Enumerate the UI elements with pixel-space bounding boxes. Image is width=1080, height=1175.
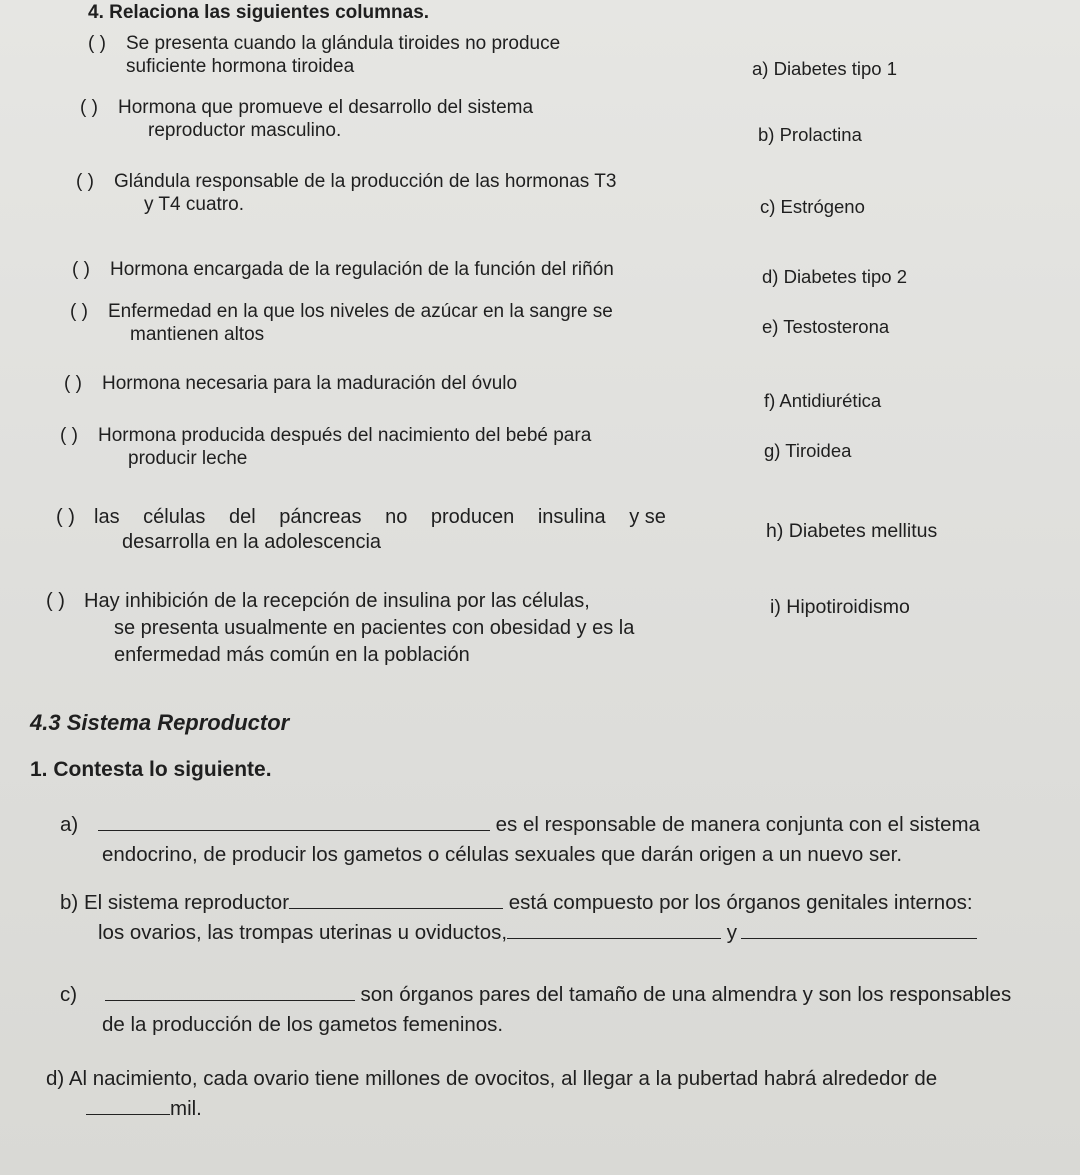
question-text: del xyxy=(228,506,256,528)
question-text: reproductor masculino. xyxy=(148,120,342,141)
option-h: h) Diabetes mellitus xyxy=(766,520,938,542)
question-text: El sistema reproductor xyxy=(83,891,290,914)
match-question-3 xyxy=(76,170,616,216)
answer-paren-2[interactable]: ( ) xyxy=(80,97,98,118)
answer-paren-9[interactable]: ( ) xyxy=(46,590,65,612)
answer-paren-4[interactable]: ( ) xyxy=(72,259,90,280)
answer-paren-1[interactable]: ( ) xyxy=(88,33,106,54)
option-c: c) Estrógeno xyxy=(760,196,865,217)
question-text: páncreas xyxy=(279,506,362,528)
question-text: enfermedad más común en la población xyxy=(114,644,470,666)
answer-blank[interactable] xyxy=(507,920,721,939)
fill-question-a xyxy=(60,810,980,870)
question-text: Al nacimiento, cada ovario tiene millones de ovocitos, al llegar a la pubertad habrá alrededor de xyxy=(68,1067,938,1090)
question-text: Hormona necesaria para la maduración del óvulo xyxy=(102,373,518,394)
question-text: Hormona producida después del nacimiento del bebé para xyxy=(98,425,592,446)
exercise-title: 1. Contesta lo siguiente. xyxy=(30,758,272,781)
question-text: los ovarios, las trompas uterinas u oviductos, xyxy=(98,921,508,944)
match-question-7 xyxy=(60,424,591,470)
question-text: Hormona que promueve el desarrollo del sistema xyxy=(118,97,534,118)
question-text: insulina xyxy=(537,506,606,528)
option-g: g) Tiroidea xyxy=(764,440,852,461)
question-text: son órganos pares del tamaño de una almendra y son los responsables xyxy=(360,983,1012,1006)
question-text: es el responsable de manera conjunta con el sistema xyxy=(495,813,980,836)
question-text: producir leche xyxy=(128,448,248,469)
question-text: endocrino, de producir los gametos o células sexuales que darán origen a un nuevo ser. xyxy=(102,843,903,866)
match-question-5 xyxy=(70,300,613,346)
option-i: i) Hipotiroidismo xyxy=(770,596,910,618)
question-text: producen xyxy=(430,506,515,528)
question-letter: a) xyxy=(60,813,79,836)
question-text: mil. xyxy=(170,1097,202,1120)
answer-paren-8[interactable]: ( ) xyxy=(56,506,75,528)
section-title: 4.3 Sistema Reproductor xyxy=(30,710,290,735)
question-text: desarrolla en la adolescencia xyxy=(122,531,382,553)
answer-blank[interactable] xyxy=(98,812,490,831)
option-a: a) Diabetes tipo 1 xyxy=(752,58,898,79)
match-question-2 xyxy=(80,96,660,142)
question-text: no xyxy=(385,506,408,528)
question-text: suficiente hormona tiroidea xyxy=(126,56,355,77)
answer-paren-7[interactable]: ( ) xyxy=(60,425,78,446)
question-letter: d) xyxy=(46,1067,65,1090)
match-question-4 xyxy=(72,258,614,281)
answer-blank[interactable] xyxy=(86,1096,170,1115)
question-text: Hormona encargada de la regulación de la función del riñón xyxy=(110,259,614,280)
answer-paren-5[interactable]: ( ) xyxy=(70,301,88,322)
question-letter: c) xyxy=(60,983,78,1006)
question-text: está compuesto por los órganos genitales internos: xyxy=(508,891,973,914)
match-question-6 xyxy=(64,372,517,395)
option-e: e) Testosterona xyxy=(762,316,890,337)
question-letter: b) xyxy=(60,891,79,914)
question-text: células xyxy=(143,506,206,528)
fill-question-d xyxy=(46,1064,937,1124)
option-d: d) Diabetes tipo 2 xyxy=(762,266,908,287)
question-text: y se xyxy=(629,506,666,528)
question-text: las xyxy=(94,506,120,528)
question-text: y xyxy=(726,921,738,944)
question-text: Glándula responsable de la producción de las hormonas T3 xyxy=(114,171,617,192)
question-text: se presenta usualmente en pacientes con obesidad y es la xyxy=(114,617,635,639)
question-text: y T4 cuatro. xyxy=(144,194,244,215)
match-question-8 xyxy=(56,506,666,554)
option-f: f) Antidiurética xyxy=(764,390,882,411)
question-text: de la producción de los gametos femeninos. xyxy=(102,1013,504,1036)
instructions-heading: 4. Relaciona las siguientes columnas. xyxy=(88,2,430,23)
fill-question-c xyxy=(60,980,1011,1040)
fill-question-b xyxy=(60,888,977,948)
match-question-9 xyxy=(46,588,634,669)
question-text: Enfermedad en la que los niveles de azúcar en la sangre se xyxy=(108,301,613,322)
option-b: b) Prolactina xyxy=(758,124,862,145)
answer-blank[interactable] xyxy=(105,982,355,1001)
match-question-1 xyxy=(88,32,560,78)
question-text: mantienen altos xyxy=(130,324,265,345)
question-text: Se presenta cuando la glándula tiroides no produce xyxy=(126,33,561,54)
answer-blank[interactable] xyxy=(741,920,977,939)
answer-paren-3[interactable]: ( ) xyxy=(76,171,94,192)
answer-blank[interactable] xyxy=(289,890,503,909)
answer-paren-6[interactable]: ( ) xyxy=(64,373,82,394)
question-text: Hay inhibición de la recepción de insulina por las células, xyxy=(84,590,590,612)
